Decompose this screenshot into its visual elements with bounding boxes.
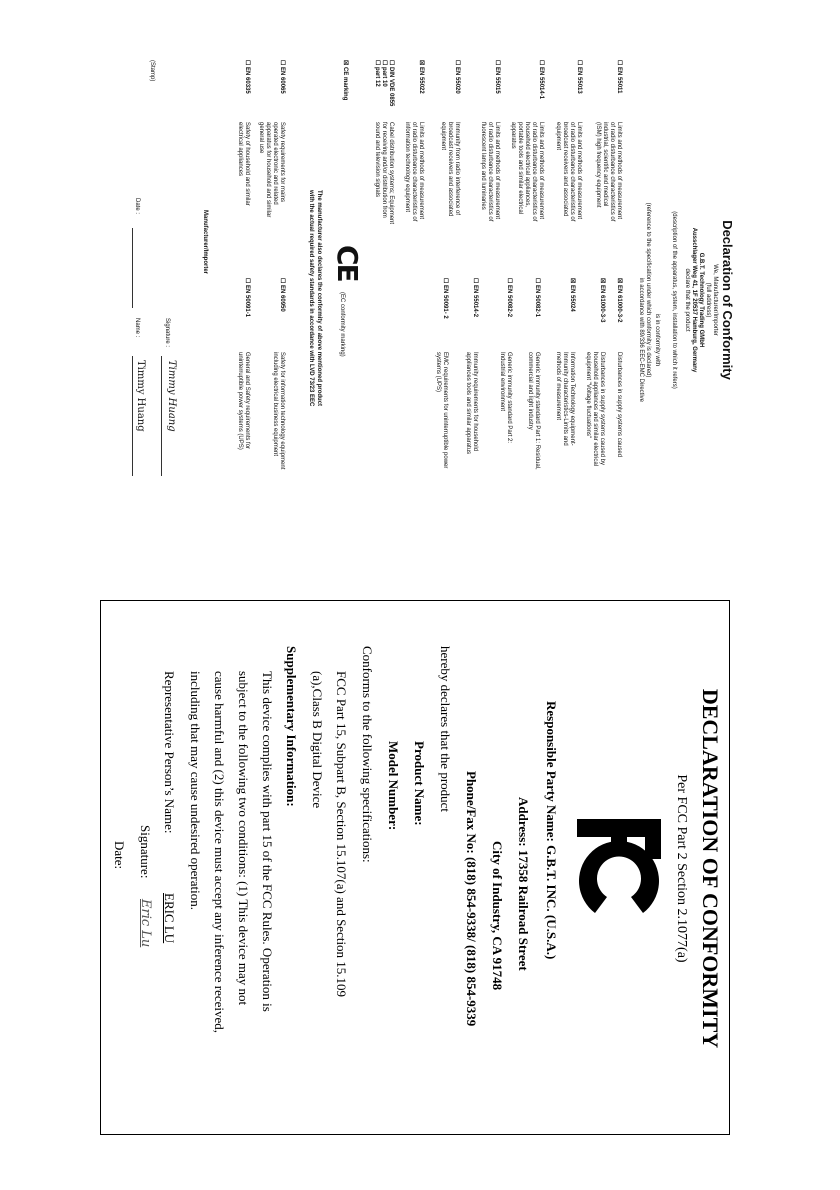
eu-signature-line [161, 356, 162, 476]
eu-std-code: ☐ EN 60950 [279, 278, 285, 312]
eu-std-desc: Immunity from radio interference of broadcast receivers and associated equipment [440, 122, 460, 217]
eu-we-line: We, Manufacturer/Importer [712, 264, 718, 336]
fcc-product-name-label: Product Name: [412, 741, 427, 826]
fcc-signature-image: Eric Lu [138, 899, 153, 948]
fcc-declaration-frame [100, 600, 730, 1135]
eu-std-code: ☐ EN 50091- 2 [442, 278, 448, 319]
eu-std-desc: Disturbances in supply systems caused by household appliances and similar electrical equipment "Voltage fluctuations" [585, 352, 605, 467]
eu-date-line [132, 228, 133, 308]
eu-std-code: ☒ EN 55022 [418, 60, 424, 94]
eu-manufacturer-note-2: with the actual required safety standards in accordance with LVD 73/23 EEC [308, 190, 314, 407]
fcc-spec-2: (a),Class B Digital Device [310, 671, 325, 809]
eu-std-desc: Generic immunity standard Part 1: Residual, commercial and light industry [527, 352, 540, 470]
eu-std-code: ☐ EN 55015 [494, 60, 500, 94]
eu-directive: in accordance with 89/336 EEC-EMC Directive [638, 277, 644, 403]
eu-std-code: ☐ DIN VDE 0855 ☐ part 10 ☐ part 12 [374, 60, 394, 107]
fcc-model-number-label: Model Number: [386, 741, 401, 831]
fcc-responsible-party: Responsible Party Name: G.B.T. INC. (U.S.A.) [544, 701, 559, 960]
eu-std-code: ☐ EN 50082-1 [534, 278, 540, 318]
fcc-info-line: cause harmful and (2) this device must accept any inference received, [212, 671, 227, 1034]
eu-signature-image: Timmy Huang [166, 360, 177, 432]
eu-std-code: ☒ EN 61000-3-2 [616, 278, 622, 323]
eu-std-desc: General and Safety requirements for uninterruptible power systems (UPS) [237, 352, 250, 450]
eu-declaration-content [110, 60, 740, 540]
eu-std-desc: Immunity requirements for household appliances tools and similar apparatus [465, 352, 478, 455]
eu-name-line [132, 356, 133, 476]
eu-std-desc: Limits and methods of measurement of radio disturbance characteristics of broadcast receivers and associated equipment [555, 122, 582, 222]
fcc-address: Address: 17358 Railroad Street [516, 797, 531, 971]
fcc-declaration-content [101, 601, 730, 1135]
eu-reference-label: (reference to the specification under which conformity is declared) [645, 202, 651, 378]
fcc-info-line: This device complies with part 15 of the FCC Rules. Operation is [260, 671, 275, 1012]
eu-full-address-label: (full address) [705, 282, 711, 318]
eu-std-desc: Limits and methods of measurement of radio disturbance characteristics of household electrical appliances, portable tools and similar electrical apparatus [510, 122, 544, 222]
fcc-rep-label: Representative Person’s Name: [162, 671, 177, 834]
eu-std-desc: Limits and methods of measurement of radio disturbance characteristics of information technology equipment [404, 122, 424, 222]
eu-std-desc: Safety for information technology equipment including electrical business equipment [272, 352, 285, 470]
eu-std-code: ☐ EN 55013 [576, 60, 582, 94]
eu-declaration-page [110, 60, 740, 540]
eu-std-code: ☐ EN 50091-1 [244, 278, 250, 318]
fcc-conforms: Conforms to the following specifications: [360, 646, 375, 863]
eu-std-code: ☐ EN 60335 [244, 60, 250, 94]
eu-std-code: ☒ EN 55024 [569, 278, 575, 312]
eu-std-desc: Limits and methods of measurement of radio disturbance characteristics of industrial, scientific and medical (ISM) high frequency equipment [595, 122, 622, 222]
eu-std-code: ☐ EN 55020 [454, 60, 460, 94]
ce-logo: CE [331, 245, 364, 281]
fcc-supplementary-label: Supplementary Information: [284, 646, 299, 807]
eu-std-code: ☐ EN 55014-1 [538, 60, 544, 100]
eu-manufacturer-importer: Manufacturer/Importer [202, 210, 208, 275]
fcc-rep-name: ERIC LU [162, 893, 177, 944]
fcc-subtitle: Per FCC Part 2 Section 2.1077(a) [674, 774, 689, 963]
eu-stamp-label: (Stamp) [149, 60, 155, 82]
eu-std-desc: Disturbances in supply systems caused [616, 352, 622, 458]
eu-std-code: ☐ EN 50082-2 [506, 278, 512, 318]
fcc-spec-1: FCC Part 15, Subpart B, Section 15.107(a) and Section 15.109 [334, 671, 349, 998]
eu-conformity-line: is in conformity with [654, 313, 660, 367]
eu-manufacturer-note-1: The manufacturer also declares the conformity of above mentioned product [316, 190, 322, 407]
fcc-signature-label: Signature: [138, 825, 153, 879]
eu-std-code: ☐ EN 60065 [279, 60, 285, 94]
fcc-title: DECLARATION OF CONFORMITY [698, 688, 723, 1049]
eu-std-code: ☐ EN 55011 [616, 60, 622, 94]
eu-name-label: Name : [134, 318, 140, 338]
eu-name-value: Timmy Huang [135, 360, 146, 432]
eu-std-code: ☐ EN 55014-2 [472, 278, 478, 318]
fcc-date-label: Date: [112, 841, 127, 870]
eu-std-desc: Information Technology equipment-Immunity characteristics-Limits and methods of measurement [555, 352, 575, 446]
fcc-logo-icon [569, 811, 669, 921]
eu-description-label: (description of the apparatus, system, installation to which it refers) [671, 211, 677, 389]
eu-date-label: Date : [134, 198, 140, 215]
fcc-phone-fax: Phone/Fax No: (818) 854-9338/ (818) 854-9339 [464, 771, 479, 1027]
eu-std-desc: Safety requirements for mains operated electronic and related apparatus for household and similar general use [258, 122, 285, 218]
fcc-declares: hereby declares that the product [438, 646, 453, 813]
eu-std-desc: Cabel distribution systems; Equipment for receiving and/or distribution from sound and television signals [374, 122, 394, 225]
eu-std-desc: Generic immunity standard Part 2: Industrial environment [499, 352, 512, 444]
eu-address: Ausschlager Weg 41, 1F 20537 Hamburg, Germany [691, 227, 697, 373]
eu-std-desc: EMC requirements for uninterruptible power systems (UPS) [435, 352, 448, 469]
fcc-info-line: including that may cause undesired operation. [188, 671, 203, 910]
eu-title: Declaration of Conformity [720, 220, 735, 380]
fcc-city: City of Industry, CA 91748 [490, 841, 505, 991]
eu-std-desc: Safety of household and similar electrical appliances [237, 122, 250, 206]
eu-company: G.B.T. Technology Trading GMbH [698, 252, 704, 348]
eu-declare-line: declare that the product [684, 268, 690, 332]
eu-signature-label: Signature : [164, 318, 170, 348]
eu-std-desc: Limits and methods of measurement of radio disturbance characteristics of fluorescent lamps and luminaries [480, 122, 500, 222]
eu-ce-marking-check: ☒ CE marking [342, 60, 348, 101]
eu-std-code: ☒ EN 61000-3-3 [599, 278, 605, 323]
ce-conformity-label: (EC conformity marking) [339, 292, 345, 357]
fcc-info-line: subject to the following two conditions: (1) This device may not [236, 671, 251, 1006]
